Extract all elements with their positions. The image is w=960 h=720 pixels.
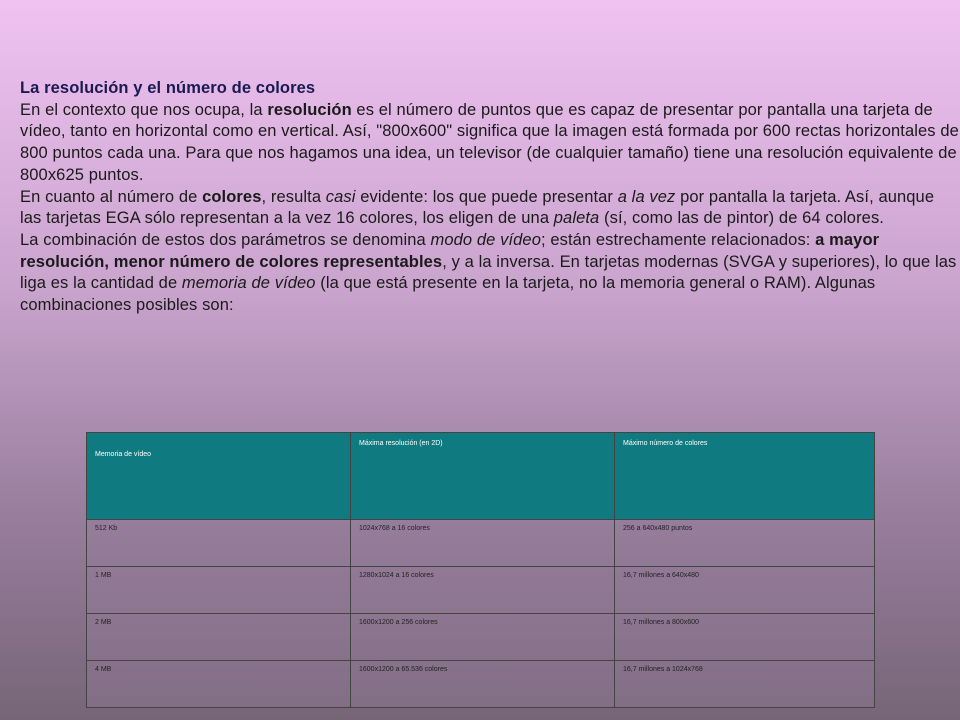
paragraph-resolution (20, 100, 960, 187)
header-memory: Memoria de vídeo (87, 433, 351, 520)
cell-resolution: 1600x1200 a 256 colores (351, 614, 615, 661)
cell-colors: 16,7 millones a 800x600 (615, 614, 875, 661)
p2-b: colores (202, 187, 262, 206)
table-row (87, 614, 875, 661)
section-title: La resolución y el número de colores (20, 79, 316, 97)
table-row (87, 567, 875, 614)
p2-i: (sí, como las de pintor) de 64 colores. (599, 209, 884, 228)
table-row (87, 520, 875, 567)
p1-b: resolución (267, 100, 352, 119)
cell-memory: 512 Kb (87, 520, 351, 567)
cell-resolution: 1600x1200 a 65.536 colores (351, 661, 615, 708)
cell-colors: 256 a 640x480 puntos (615, 520, 875, 567)
p2-g: por pantalla la tarjeta. Así, aunque las tarjetas EGA sólo representan a la vez 16 colores, los eligen de una (20, 187, 935, 228)
cell-resolution: 1024x768 a 16 colores (351, 520, 615, 567)
p1-c: es el número de puntos que es capaz de presentar por pantalla una tarjeta de vídeo, tanto en horizontal como en vertical. Así, "800x600" significa que la imagen está formada por 600 rectas horizontales de 800 puntos cada una. Para que nos hagamos una idea, un televisor (de cualquier tamaño) tiene una resolución equivalente de 800x625 puntos. (20, 100, 959, 184)
cell-colors: 16,7 millones a 640x480 (615, 567, 875, 614)
paragraph-colors (20, 187, 960, 230)
p3-g: (la que está presente en la tarjeta, no la memoria general o RAM). Algunas combinaciones posibles son: (20, 274, 876, 315)
p2-a: En cuanto al número de (20, 187, 203, 206)
cell-memory: 4 MB (87, 661, 351, 708)
p3-f: memoria de vídeo (181, 274, 316, 293)
cell-resolution: 1280x1024 a 16 colores (351, 567, 615, 614)
header-resolution: Máxima resolución (en 2D) (351, 433, 615, 520)
p3-d: a mayor resolución, menor número de colores representables (20, 230, 880, 271)
table-row (87, 661, 875, 708)
p2-h: paleta (553, 209, 600, 228)
header-colors: Máximo número de colores (615, 433, 875, 520)
table-header-row (87, 433, 875, 520)
p3-c: ; están estrechamente relacionados: (540, 230, 816, 249)
p3-b: modo de vídeo (430, 230, 541, 249)
cell-memory: 2 MB (87, 614, 351, 661)
p3-e: , y a la inversa. En tarjetas modernas (SVGA y superiores), lo que las liga es la cantidad de (20, 252, 957, 293)
text-block (20, 78, 960, 317)
p2-c: , resulta (261, 187, 326, 206)
p2-d: casi (325, 187, 356, 206)
p1-a: En el contexto que nos ocupa, la (20, 100, 268, 119)
cell-memory: 1 MB (87, 567, 351, 614)
video-memory-table (86, 432, 875, 708)
p3-a: La combinación de estos dos parámetros se denomina (20, 230, 431, 249)
paragraph-video-mode (20, 230, 960, 317)
cell-colors: 16,7 millones a 1024x768 (615, 661, 875, 708)
p2-e: evidente: los que puede presentar (355, 187, 618, 206)
p2-f: a la vez (617, 187, 676, 206)
